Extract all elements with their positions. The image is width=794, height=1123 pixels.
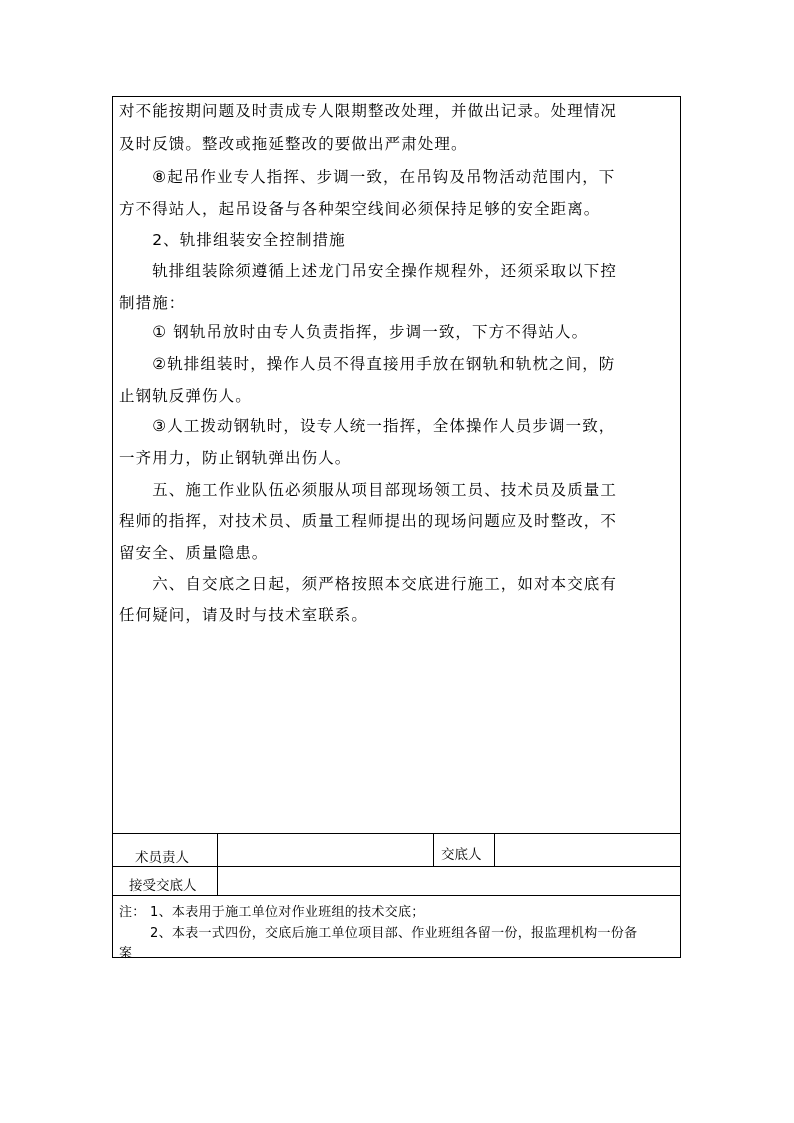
- presenter-label: 交底人: [441, 847, 482, 863]
- body-line: 任何疑问，请及时与技术室联系。: [119, 606, 369, 624]
- divider: [217, 867, 218, 895]
- signature-row-receiver: [113, 867, 680, 896]
- body-line: 程师的指挥，对技术员、质量工程师提出的现场问题应及时整改，不: [119, 512, 618, 530]
- body-line: 2、轨排组装安全控制措施: [119, 231, 346, 249]
- divider: [494, 834, 495, 866]
- body-line: 方不得站人，起吊设备与各种架空线间必须保持足够的安全距离。: [119, 200, 601, 218]
- divider: [433, 834, 434, 866]
- body-line: ③人工拨动钢轨时，设专人统一指挥，全体操作人员步调一致，: [119, 417, 616, 435]
- divider: [217, 834, 218, 866]
- body-line: 制措施：: [119, 294, 186, 312]
- receiver-label: 接受交底人: [129, 878, 197, 894]
- body-line: ① 钢轨吊放时由专人负责指挥，步调一致，下方不得站人。: [119, 323, 589, 341]
- note-line: 注： 1、本表用于施工单位对作业班组的技术交底；: [119, 905, 425, 920]
- body-line: 及时反馈。整改或拖延整改的要做出严肃处理。: [119, 135, 468, 153]
- body-line: ⑧起吊作业专人指挥、步调一致，在吊钩及吊物活动范围内，下: [119, 168, 616, 186]
- body-line: 六、自交底之日起，须严格按照本交底进行施工，如对本交底有: [119, 575, 618, 593]
- body-line: 轨排组装除须遵循上述龙门吊安全操作规程外，还须采取以下控: [119, 262, 618, 280]
- body-text-area: [113, 97, 680, 834]
- note-line: 2、本表一式四份，交底后施工单位项目部、作业班组各留一份，报监理机构一份备: [119, 926, 638, 941]
- body-line: 一齐用力，防止钢轨弹出伤人。: [119, 449, 352, 467]
- body-line: 五、施工作业队伍必须服从项目部现场领工员、技术员及质量工: [119, 481, 618, 499]
- body-line: 留安全、质量隐患。: [119, 544, 269, 562]
- body-line: ②轨排组装时，操作人员不得直接用手放在钢轨和轨枕之间，防: [119, 355, 616, 373]
- disclosure-form: [112, 96, 681, 961]
- body-line: 对不能按期问题及时责成专人限期整改处理，并做出记录。处理情况: [119, 102, 618, 120]
- note-line: 案: [119, 946, 133, 961]
- body-line: 止钢轨反弹伤人。: [119, 387, 252, 405]
- tech-lead-label: 术员责人: [135, 850, 189, 866]
- signature-row-tech: [113, 834, 680, 867]
